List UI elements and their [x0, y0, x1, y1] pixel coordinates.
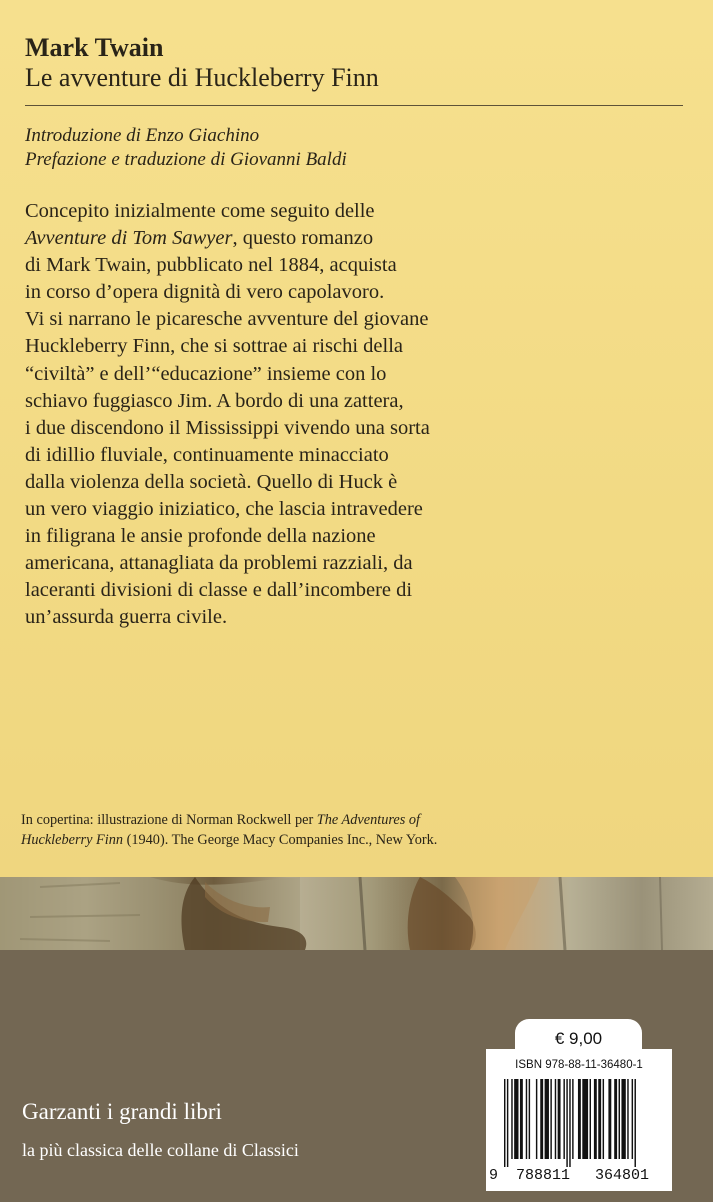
barcode-bar: [540, 1079, 543, 1159]
barcode-bar: [504, 1079, 505, 1167]
blurb-line: Concepito inizialmente come seguito delle: [25, 200, 375, 222]
series-name: Garzanti i grandi libri: [22, 1099, 222, 1124]
blurb-line: Huckleberry Finn, che si sottrae ai rischi della: [25, 335, 403, 358]
barcode-bar: [550, 1079, 551, 1159]
barcode-bar: [536, 1079, 537, 1159]
introduction-credit: Introduzione di Enzo Giachino: [25, 125, 260, 146]
barcode-bar: [569, 1079, 570, 1167]
barcode-bar: [594, 1079, 597, 1159]
barcode-bar: [514, 1079, 518, 1159]
barcode-bar: [507, 1079, 508, 1167]
barcode-bar: [555, 1079, 556, 1159]
blurb-line: Vi si narrano le picaresche avventure del giovane: [25, 308, 429, 331]
cover-illustration-strip: [0, 877, 713, 950]
credit-line: Huckleberry Finn (1940). The George Macy Companies Inc., New York.: [21, 832, 438, 848]
barcode-icon: [500, 1079, 666, 1167]
barcode-bar: [608, 1079, 611, 1159]
barcode-bar: [582, 1079, 588, 1159]
book-title: Le avventure di Huckleberry Finn: [25, 63, 379, 92]
barcode-bar: [578, 1079, 581, 1159]
barcode-bar: [529, 1079, 530, 1159]
cover-illustration-credit: [21, 810, 437, 850]
blurb-line: “civiltà” e dell’“educazione” insieme con lo: [25, 362, 387, 385]
blurb-line: di Mark Twain, pubblicato nel 1884, acquista: [25, 254, 397, 277]
series-tagline: la più classica delle collane di Classici: [22, 1140, 299, 1160]
barcode-bar: [511, 1079, 512, 1159]
barcode-bar: [627, 1079, 628, 1159]
editorial-credits: [25, 124, 347, 172]
translation-credit: Prefazione e traduzione di Giovanni Baldi: [25, 149, 347, 170]
title-divider: [25, 105, 683, 106]
blurb-line: laceranti divisioni di classe e dall’incombere di: [25, 579, 413, 602]
credit-line: In copertina: illustrazione di Norman Rockwell per The Adventures of: [21, 812, 421, 828]
tom-sawyer-title: Avventure di Tom Sawyer: [25, 227, 233, 250]
blurb-line: dalla violenza della società. Quello di Huck è: [25, 470, 398, 493]
barcode-label: [486, 1049, 672, 1191]
barcode-bar: [545, 1079, 549, 1159]
blurb-line: in filigrana le ansie profonde della nazione: [25, 525, 376, 548]
blurb-line: schiavo fuggiasco Jim. A bordo di una zattera,: [25, 389, 404, 412]
blurb-line: un’assurda guerra civile.: [25, 606, 228, 629]
barcode-bar: [614, 1079, 617, 1159]
barcode-bar: [621, 1079, 625, 1159]
barcode-bar: [526, 1079, 527, 1159]
barcode-bar: [590, 1079, 591, 1159]
barcode-bar: [619, 1079, 620, 1159]
author-name: Mark Twain: [25, 33, 164, 62]
barcode-bar: [603, 1079, 604, 1159]
barcode-bar: [635, 1079, 636, 1167]
barcode-bar: [563, 1079, 564, 1159]
blurb-line: Avventure di Tom Sawyer, questo romanzo: [25, 227, 374, 250]
barcode-bar: [632, 1079, 633, 1159]
blurb-line: i due discendono il Mississippi vivendo una sorta: [25, 416, 430, 439]
ean-left-group: 788811: [516, 1167, 571, 1184]
blurb-paragraph: [25, 198, 695, 632]
barcode-bar: [598, 1079, 601, 1159]
barcode-bar: [566, 1079, 567, 1167]
blurb-line: americana, attanagliata da problemi razziali, da: [25, 552, 413, 575]
barcode-bar: [558, 1079, 561, 1159]
barcode-bar: [520, 1079, 523, 1159]
ean-right-group: 364801: [595, 1167, 650, 1184]
ean-first-digit: 9: [489, 1167, 499, 1184]
isbn-number: ISBN 978-88-11-36480-1: [515, 1059, 643, 1071]
barcode-bar: [572, 1079, 573, 1159]
price-label: € 9,00: [515, 1019, 642, 1056]
blurb-line: di idillio fluviale, continuamente minacciato: [25, 443, 389, 466]
illustration-image: [0, 877, 713, 950]
blurb-line: un vero viaggio iniziatico, che lascia intravedere: [25, 498, 423, 521]
blurb-line: in corso d’opera dignità di vero capolavoro.: [25, 281, 385, 304]
